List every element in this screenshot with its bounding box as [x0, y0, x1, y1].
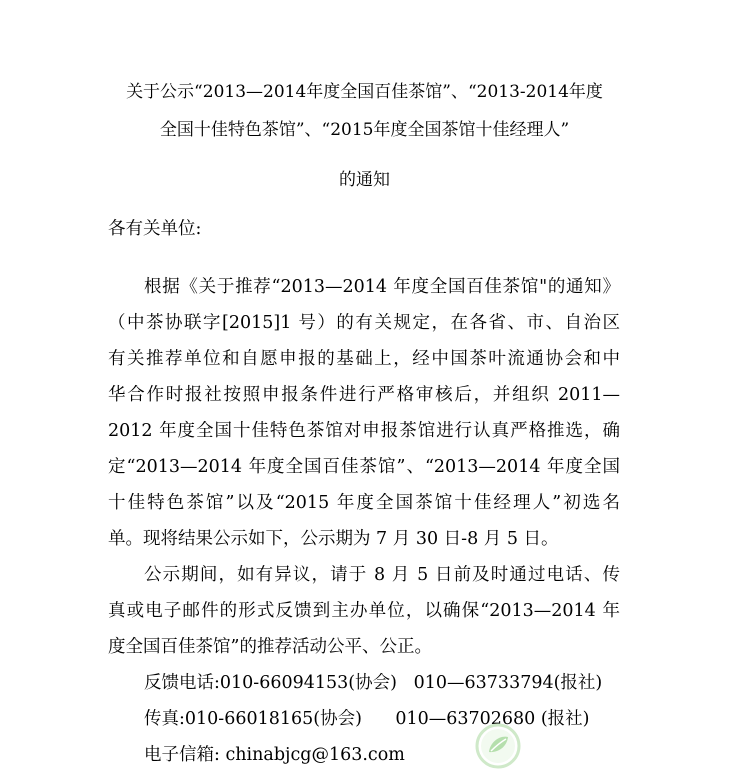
- paragraph1-line-6: 定“2013—2014 年度全国百佳茶馆”、“2013—2014 年度全国: [108, 457, 620, 477]
- contact-phone: 反馈电话:010-66094153(协会) 010—63733794(报社): [144, 673, 603, 693]
- paragraph2-line-2: 真或电子邮件的形式反馈到主办单位，以确保“2013—2014 年: [108, 601, 620, 621]
- paragraph1-line-7: 十佳特色茶馆”以及“2015 年度全国茶馆十佳经理人”初选名: [108, 493, 620, 513]
- paragraph1-line-5: 2012 年度全国十佳特色茶馆对申报茶馆进行认真严格推选，确: [108, 421, 620, 441]
- tea-leaf-watermark-icon: [474, 722, 522, 770]
- title-line-2: 全国十佳特色茶馆”、“2015年度全国茶馆十佳经理人”: [159, 120, 570, 140]
- salutation: 各有关单位:: [108, 219, 202, 239]
- paragraph1-line-2: （中茶协联字[2015]1 号）的有关规定，在各省、市、自治区: [108, 313, 620, 333]
- contact-email: 电子信箱: chinabjcg@163.com: [144, 745, 405, 765]
- paragraph1-line-1: 根据《关于推荐“2013—2014 年度全国百佳茶馆"的通知》: [144, 277, 620, 297]
- paragraph1-line-8: 单。现将结果公示如下，公示期为 7 月 30 日-8 月 5 日。: [108, 529, 559, 549]
- paragraph1-line-3: 有关推荐单位和自愿申报的基础上，经中国茶叶流通协会和中: [108, 349, 620, 369]
- title-line-1: 关于公示“2013—2014年度全国百佳茶馆”、“2013-2014年度: [126, 82, 603, 102]
- paragraph2-line-1: 公示期间，如有异议，请于 8 月 5 日前及时通过电话、传: [144, 565, 620, 585]
- contact-fax: 传真:010-66018165(协会) 010—63702680 (报社): [144, 709, 590, 729]
- paragraph2-line-3: 度全国百佳茶馆”的推荐活动公平、公正。: [108, 637, 432, 657]
- title-line-3: 的通知: [339, 170, 390, 190]
- paragraph1-line-4: 华合作时报社按照申报条件进行严格审核后，并组织 2011—: [108, 385, 620, 405]
